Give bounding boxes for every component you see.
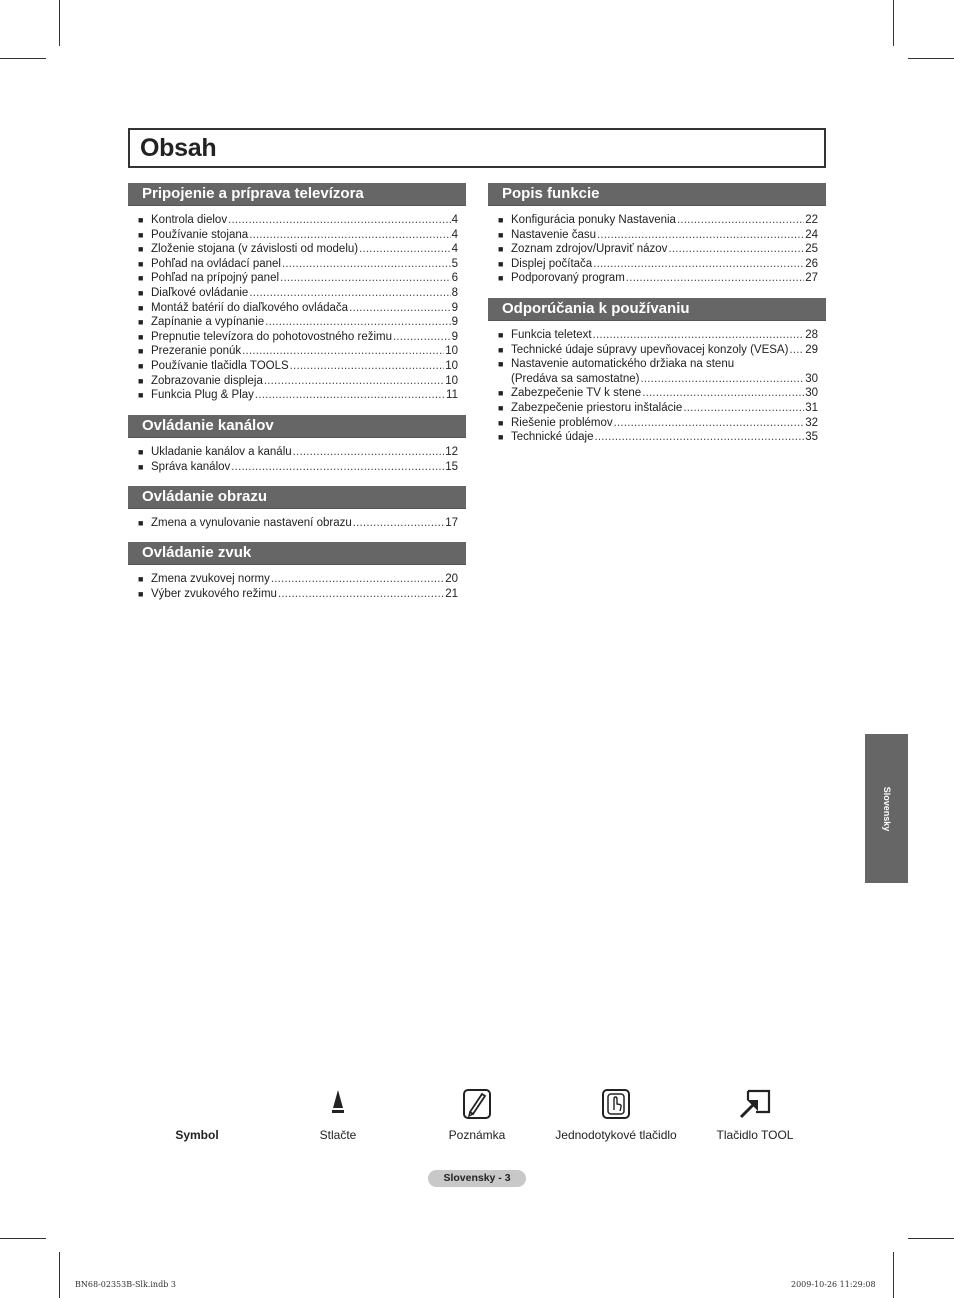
section-sound [128, 542, 466, 601]
toc-entry-page: 5 [451, 257, 458, 270]
toc-entry-page: 15 [445, 460, 458, 473]
toc-entry-title: ■ Funkcia teletext [511, 329, 592, 341]
section-connect [128, 183, 466, 403]
toc-entry-title: ■ Konfigurácia ponuky Nastavenia [511, 214, 676, 226]
section-functions [488, 183, 826, 286]
toc-leader-dots [677, 213, 804, 228]
toc-leader-dots [278, 587, 444, 602]
tool-label: Tlačidlo TOOL [716, 1128, 794, 1142]
toc-entry-page: 28 [805, 329, 818, 341]
crop-mark [59, 0, 60, 46]
toc-entry [498, 213, 826, 228]
toc-entry-title: ■ Prezeranie ponúk [151, 345, 242, 358]
toc-leader-dots [249, 228, 450, 243]
toc-leader-dots [228, 213, 451, 228]
toc-leader-dots [249, 286, 450, 301]
section-heading: Odporúčania k používaniu [488, 298, 826, 321]
toc-leader-dots [265, 315, 450, 330]
toc-entry [498, 271, 826, 286]
symbol-label: Symbol [175, 1128, 219, 1142]
toc-entry-page: 29 [805, 343, 818, 356]
note-icon [462, 1088, 492, 1123]
toc-entry-title: ■ Zobrazovanie displeja [151, 374, 263, 387]
page-title: Obsah [140, 134, 217, 162]
toc-leader-dots [593, 257, 804, 272]
toc-entry [138, 315, 466, 330]
toc-entry-title: ■ Používanie tlačidla TOOLS [151, 359, 289, 372]
press-label: Stlačte [319, 1128, 357, 1142]
toc-entry-title: ■ Technické údaje [511, 431, 594, 444]
toc-list [128, 509, 466, 531]
toc-entry [138, 242, 466, 257]
section-heading: Popis funkcie [488, 183, 826, 206]
toc-entry-title: ■ Kontrola dielov [151, 214, 228, 226]
toc-entry [138, 257, 466, 272]
toc-entry-title: ■ Zabezpečenie priestoru inštalácie [511, 401, 683, 414]
toc-entry [138, 374, 466, 389]
toc-leader-dots [264, 374, 444, 389]
print-timestamp: 2009-10-26 11:29:08 [791, 1280, 876, 1289]
toc-entry-title: ■ Diaľkové ovládanie [151, 286, 249, 299]
toc-entry-title: ■ Pohľad na prípojný panel [151, 272, 280, 285]
toc-leader-dots [290, 359, 445, 374]
press-icon [330, 1088, 346, 1119]
toc-leader-dots [683, 401, 804, 416]
toc-entry [138, 388, 466, 403]
toc-entry-page: 30 [805, 387, 818, 400]
toc-entry [138, 516, 466, 531]
toc-entry [138, 271, 466, 286]
toc-entry [138, 587, 466, 602]
toc-entry-title: ■ Ukladanie kanálov a kanálu [151, 446, 292, 458]
toc-entry [498, 430, 826, 445]
toc-entry-title: ■ Pohľad na ovládací panel [151, 257, 281, 270]
toc-entry [138, 445, 466, 460]
toc-entry-title: ■ Nastavenie automatického držiaka na stenu [511, 358, 735, 371]
toc-leader-dots [593, 328, 805, 343]
toc-entry-title: ■ Montáž batérií do diaľkového ovládača [151, 301, 349, 314]
toc-entry [138, 330, 466, 345]
toc-list [128, 565, 466, 601]
toc-entry-title: ■ Zoznam zdrojov/Upraviť názov [511, 243, 668, 256]
toc-entry-page: 26 [805, 257, 818, 270]
toc-leader-dots [668, 242, 804, 257]
title-box [128, 128, 826, 168]
toc-leader-dots [231, 460, 444, 475]
toc-entry-page: 21 [445, 587, 458, 600]
toc-entry [138, 228, 466, 243]
toc-leader-dots [255, 388, 445, 403]
crop-mark [0, 58, 46, 59]
toc-entry [498, 357, 826, 372]
toc-entry [498, 401, 826, 416]
language-side-tab [865, 734, 908, 883]
crop-mark [893, 1252, 894, 1298]
toc-entry [138, 572, 466, 587]
section-heading: Ovládanie kanálov [128, 415, 466, 438]
toc-entry [138, 213, 466, 228]
toc-entry [498, 343, 826, 358]
toc-entry-page: 27 [805, 272, 818, 285]
toc-leader-dots [293, 445, 445, 460]
toc-entry [138, 460, 466, 475]
toc-entry-title: ■ Zapínanie a vypínanie [151, 316, 265, 329]
toc-entry-page: 31 [805, 401, 818, 414]
side-tab-label: Slovensky [881, 786, 892, 831]
toc-list [488, 206, 826, 286]
toc-entry [138, 286, 466, 301]
toc-entry-page: 10 [445, 374, 458, 387]
toc-entry-title: ■ Funkcia Plug & Play [151, 389, 254, 402]
toc-leader-dots [271, 572, 444, 587]
toc-list [128, 438, 466, 474]
toc-entry-page: 22 [805, 214, 818, 226]
toc-entry-page: 20 [445, 573, 458, 585]
toc-entry-title: ■ Používanie stojana [151, 228, 249, 241]
toc-entry-title: ■ Technické údaje súpravy upevňovacej konzoly (VESA) [511, 343, 789, 356]
toc-entry-title: ■ Prepnutie televízora do pohotovostného režimu [151, 330, 393, 343]
toc-leader-dots [614, 416, 805, 431]
toc-leader-dots [642, 386, 804, 401]
crop-mark [0, 1238, 46, 1239]
print-file-info: BN68-02353B-Slk.indb 3 [75, 1280, 176, 1289]
toc-leader-dots [353, 516, 444, 531]
toc-entry-title: ■ Displej počítača [511, 257, 593, 270]
toc-entry-page: 9 [451, 316, 458, 329]
toc-entry [498, 228, 826, 243]
crop-mark [908, 58, 954, 59]
toc-entry-title: (Predáva sa samostatne) [511, 372, 640, 385]
toc-entry-page: 6 [451, 272, 458, 285]
toc-leader-dots [640, 372, 804, 387]
toc-entry-page: 11 [446, 389, 458, 402]
toc-entry-title: ■ Zmena zvukovej normy [151, 573, 270, 585]
toc-entry-title: ■ Zmena a vynulovanie nastavení obrazu [151, 517, 352, 529]
toc-entry-page: 12 [445, 446, 458, 458]
toc-entry [138, 344, 466, 359]
toc-entry-page: 8 [451, 286, 458, 299]
toc-entry-page: 30 [805, 372, 818, 385]
toc-entry [498, 386, 826, 401]
toc-entry-page: 25 [805, 243, 818, 256]
toc-leader-dots [597, 228, 804, 243]
toc-entry-title: ■ Zloženie stojana (v závislosti od modelu) [151, 243, 359, 256]
toc-entry-title: ■ Zabezpečenie TV k stene [511, 387, 642, 400]
one-touch-button-icon [601, 1088, 631, 1123]
toc-entry-page: 9 [451, 330, 458, 343]
section-heading: Pripojenie a príprava televízora [128, 183, 466, 206]
toc-leader-dots [594, 430, 804, 445]
toc-leader-dots [349, 301, 451, 316]
toc-entry-page: 10 [445, 359, 458, 372]
toc-entry-title: ■ Správa kanálov [151, 460, 231, 473]
toc-entry-title: ■ Riešenie problémov [511, 416, 613, 429]
toc-leader-dots [626, 271, 804, 286]
toc-entry-page: 35 [805, 431, 818, 444]
section-heading: Ovládanie zvuk [128, 542, 466, 565]
toc-entry-page: 24 [805, 228, 818, 241]
toc-entry-page: 32 [805, 416, 818, 429]
section-recommend [488, 298, 826, 445]
toc-entry [498, 416, 826, 431]
toc-entry [138, 301, 466, 316]
toc-leader-dots [393, 330, 451, 345]
toc-entry-page: 9 [451, 301, 458, 314]
toc-entry-page: 17 [445, 517, 458, 529]
toc-entry [498, 242, 826, 257]
toc-leader-dots [359, 242, 450, 257]
section-heading: Ovládanie obrazu [128, 486, 466, 509]
toc-leader-dots [280, 271, 451, 286]
toc-entry-title: ■ Podporovaný program [511, 272, 625, 285]
toc-entry [498, 372, 826, 387]
toc-entry-page: 4 [451, 214, 458, 226]
toc-entry [498, 328, 826, 343]
symbols-legend [0, 1088, 954, 1148]
toc-leader-dots [789, 343, 804, 358]
toc-entry-title: ■ Výber zvukového režimu [151, 587, 277, 600]
toc-leader-dots [282, 257, 451, 272]
note-label: Poznámka [448, 1128, 506, 1142]
toc-entry-page: 4 [451, 228, 458, 241]
tool-button-icon [738, 1088, 772, 1123]
toc-entry-page: 10 [445, 345, 458, 358]
toc-list [488, 321, 826, 445]
toc-entry [138, 359, 466, 374]
section-picture [128, 486, 466, 531]
toc-entry-page: 4 [451, 243, 458, 256]
one-touch-label: Jednodotykové tlačidlo [555, 1128, 677, 1142]
crop-mark [893, 0, 894, 46]
crop-mark [59, 1252, 60, 1298]
toc-entry-title: ■ Nastavenie času [511, 228, 597, 241]
page-number-pill: Slovensky - 3 [428, 1170, 526, 1187]
section-channels [128, 415, 466, 474]
toc-list [128, 206, 466, 403]
toc-entry [498, 257, 826, 272]
crop-mark [908, 1238, 954, 1239]
toc-leader-dots [242, 344, 444, 359]
